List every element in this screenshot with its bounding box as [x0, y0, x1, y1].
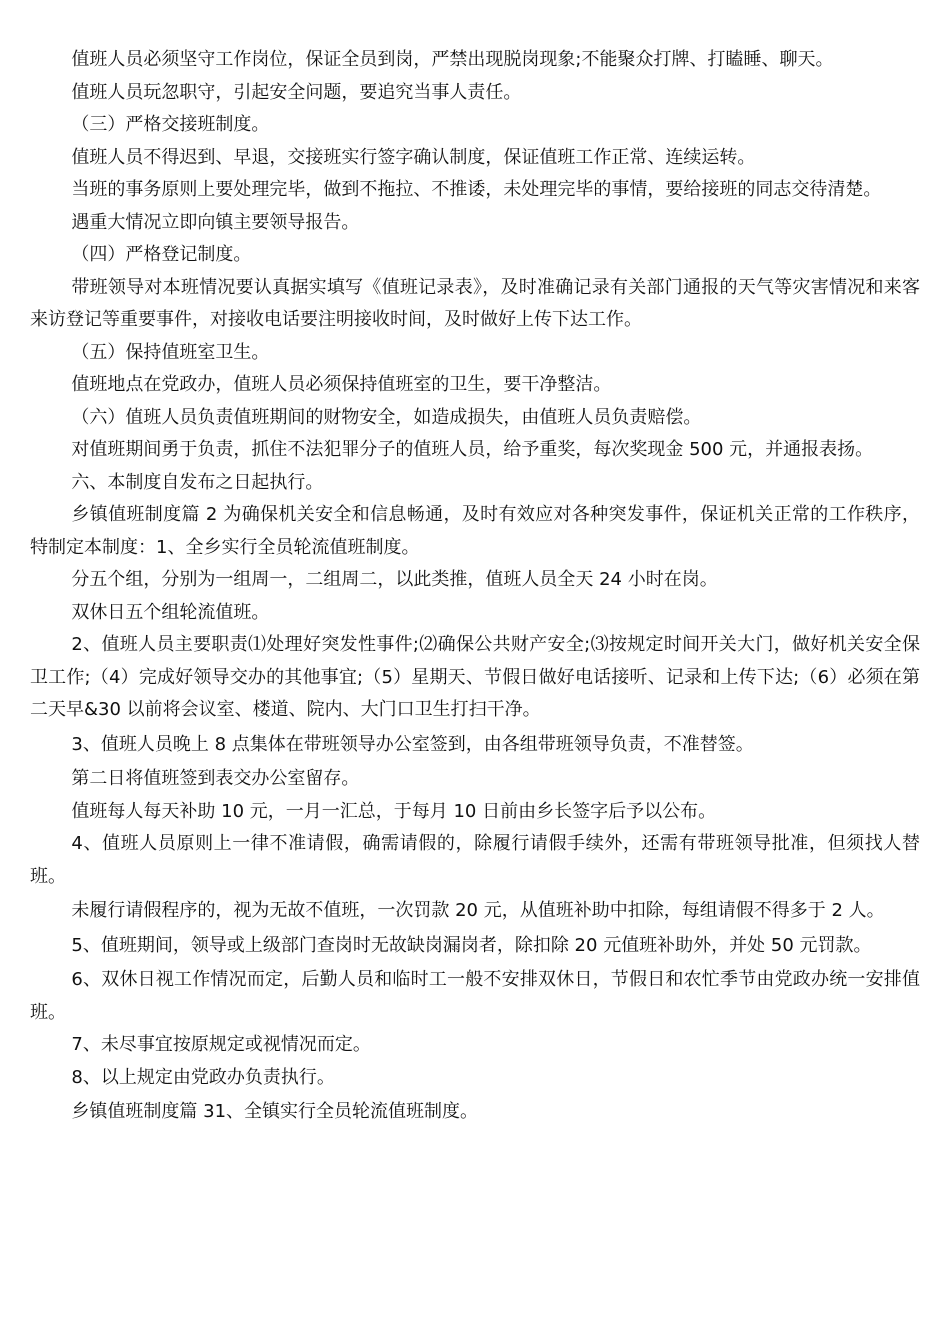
paragraph-26: 8、以上规定由党政办负责执行。: [71, 1066, 335, 1088]
paragraph-15: 分五个组，分别为一组周一，二组周二，以此类推，值班人员全天 24 小时在岗。: [71, 569, 718, 590]
paragraph-19: 第二日将值班签到表交办公室留存。: [71, 768, 360, 789]
paragraph-23: 5、值班期间，领导或上级部门查岗时无故缺岗漏岗者，除扣除 20 元值班补助外，并处 50 元罚款。: [71, 934, 872, 956]
paragraph-16: 双休日五个组轮流值班。: [71, 601, 270, 623]
paragraph-25: 7、未尽事宜按原规定或视情况而定。: [71, 1034, 371, 1055]
paragraph-22: 未履行请假程序的，视为无故不值班，一次罚款 20 元，从值班补助中扣除，每组请假不得多于 2 人。: [71, 900, 885, 921]
paragraph-21: 4、值班人员原则上一律不准请假，确需请假的，除履行请假手续外，还需有带班领导批准，但须找人替班。: [30, 833, 920, 887]
paragraph-2: 值班人员玩忽职守，引起安全问题，要追究当事人责任。: [71, 81, 522, 103]
paragraph-1: 值班人员必须坚守工作岗位，保证全员到岗，严禁出现脱岗现象;不能聚众打牌、打瞌睡、聊天。: [71, 49, 834, 70]
paragraph-12: 对值班期间勇于负责，抓住不法犯罪分子的值班人员，给予重奖，每次奖现金 500 元，并通报表扬。: [71, 439, 874, 460]
section-heading-5: （五）保持值班室卫生。: [71, 341, 270, 363]
paragraph-17: 2、值班人员主要职责⑴处理好突发性事件;⑵确保公共财产安全;⑶按规定时间开关大门，做好机关安全保卫工作;（4）完成好领导交办的其他事宜;（5）星期天、节假日做好电话接听、记录和上传下达;（6）必须在第二天早&30 以前将会议室、楼道、院内、大门口卫生打扫干净。: [30, 634, 920, 720]
document-body: [30, 44, 920, 1129]
paragraph-10: 值班地点在党政办，值班人员必须保持值班室的卫生，要干净整洁。: [71, 374, 612, 395]
paragraph-5: 当班的事务原则上要处理完毕，做到不拖拉、不推诿，未处理完毕的事情，要给接班的同志交待清楚。: [71, 179, 882, 200]
paragraph-18: 3、值班人员晚上 8 点集体在带班领导办公室签到，由各组带班领导负责，不准替签。: [71, 733, 754, 755]
paragraph-13: 六、本制度自发布之日起执行。: [71, 471, 324, 493]
paragraph-27: 乡镇值班制度篇 31、全镇实行全员轮流值班制度。: [71, 1101, 479, 1122]
paragraph-14: 乡镇值班制度篇 2 为确保机关安全和信息畅通，及时有效应对各种突发事件，保证机关正常的工作秩序，特制定本制度：1、全乡实行全员轮流值班制度。: [30, 504, 920, 558]
section-heading-4: （四）严格登记制度。: [71, 244, 252, 265]
section-heading-6: （六）值班人员负责值班期间的财物安全，如造成损失，由值班人员负责赔偿。: [71, 406, 702, 428]
section-heading-3: （三）严格交接班制度。: [71, 114, 270, 135]
paragraph-6: 遇重大情况立即向镇主要领导报告。: [71, 211, 360, 233]
paragraph-4: 值班人员不得迟到、早退，交接班实行签字确认制度，保证值班工作正常、连续运转。: [71, 146, 756, 168]
paragraph-24: 6、双休日视工作情况而定，后勤人员和临时工一般不安排双休日，节假日和农忙季节由党政办统一安排值班。: [30, 969, 920, 1023]
paragraph-20: 值班每人每天补助 10 元，一月一汇总，于每月 10 日前由乡长签字后予以公布。: [71, 800, 717, 822]
paragraph-8: 带班领导对本班情况要认真据实填写《值班记录表》，及时准确记录有关部门通报的天气等灾害情况和来客来访登记等重要事件，对接收电话要注明接收时间，及时做好上传下达工作。: [30, 276, 920, 330]
